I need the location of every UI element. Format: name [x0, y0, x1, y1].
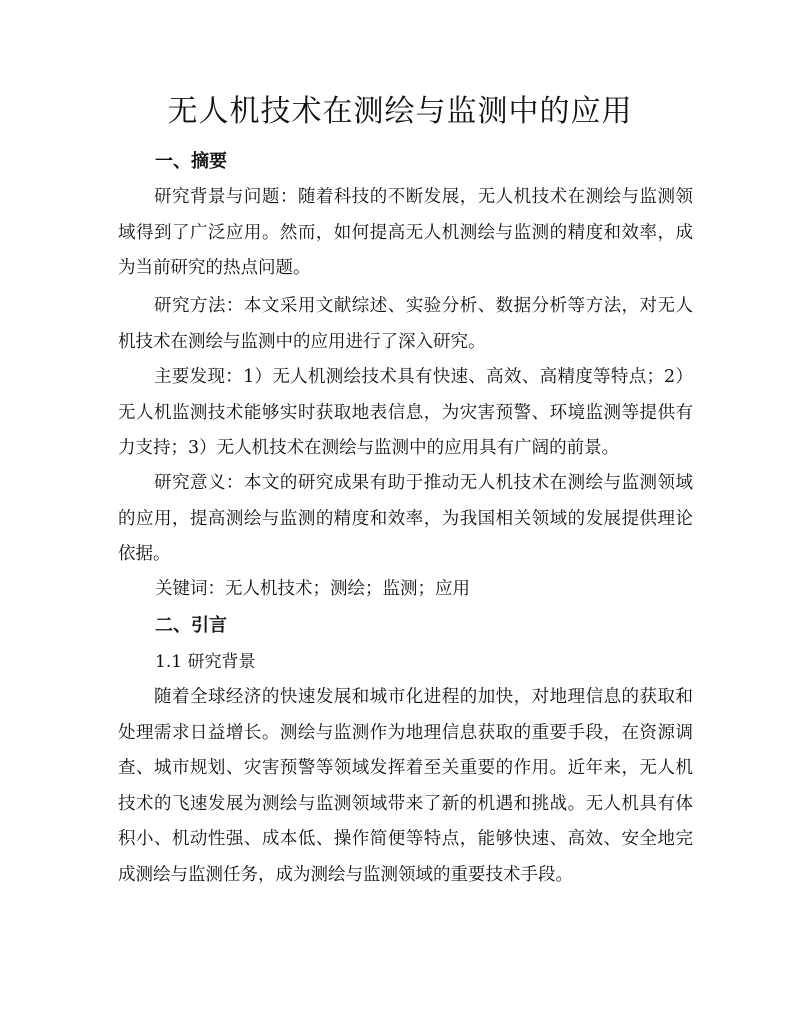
introduction-paragraph: 随着全球经济的快速发展和城市化进程的加快，对地理信息的获取和处理需求日益增长。测绘与监测作为地理信息获取的重要手段，在资源调查、城市规划、灾害预警等领域发挥着至关重要的作用。近年来，无人机技术的飞速发展为测绘与监测领域带来了新的机遇和挑战。无人机具有体积小、机动性强、成本低、操作简便等特点，能够快速、高效、安全地完成测绘与监测任务，成为测绘与监测领域的重要技术手段。: [118, 687, 693, 885]
subsection-heading-research-background: 1.1 研究背景: [155, 652, 256, 672]
section-heading-introduction: 二、引言: [155, 615, 227, 636]
keywords-line: 关键词：无人机技术；测绘；监测；应用: [155, 579, 470, 599]
abstract-findings-paragraph: 主要发现：1）无人机测绘技术具有快速、高效、高精度等特点；2）无人机监测技术能够实时获取地表信息，为灾害预警、环境监测等提供有力支持；3）无人机技术在测绘与监测中的应用具有广阔的前景。: [118, 367, 693, 458]
section-heading-abstract: 一、摘要: [155, 151, 227, 172]
abstract-significance-paragraph: 研究意义：本文的研究成果有助于推动无人机技术在测绘与监测领域的应用，提高测绘与监测的精度和效率，为我国相关领域的发展提供理论依据。: [118, 473, 693, 564]
abstract-background-paragraph: 研究背景与问题：随着科技的不断发展，无人机技术在测绘与监测领域得到了广泛应用。然而，如何提高无人机测绘与监测的精度和效率，成为当前研究的热点问题。: [118, 187, 693, 278]
document-title: 无人机技术在测绘与监测中的应用: [167, 94, 633, 129]
abstract-methods-paragraph: 研究方法：本文采用文献综述、实验分析、数据分析等方法，对无人机技术在测绘与监测中的应用进行了深入研究。: [118, 296, 693, 352]
